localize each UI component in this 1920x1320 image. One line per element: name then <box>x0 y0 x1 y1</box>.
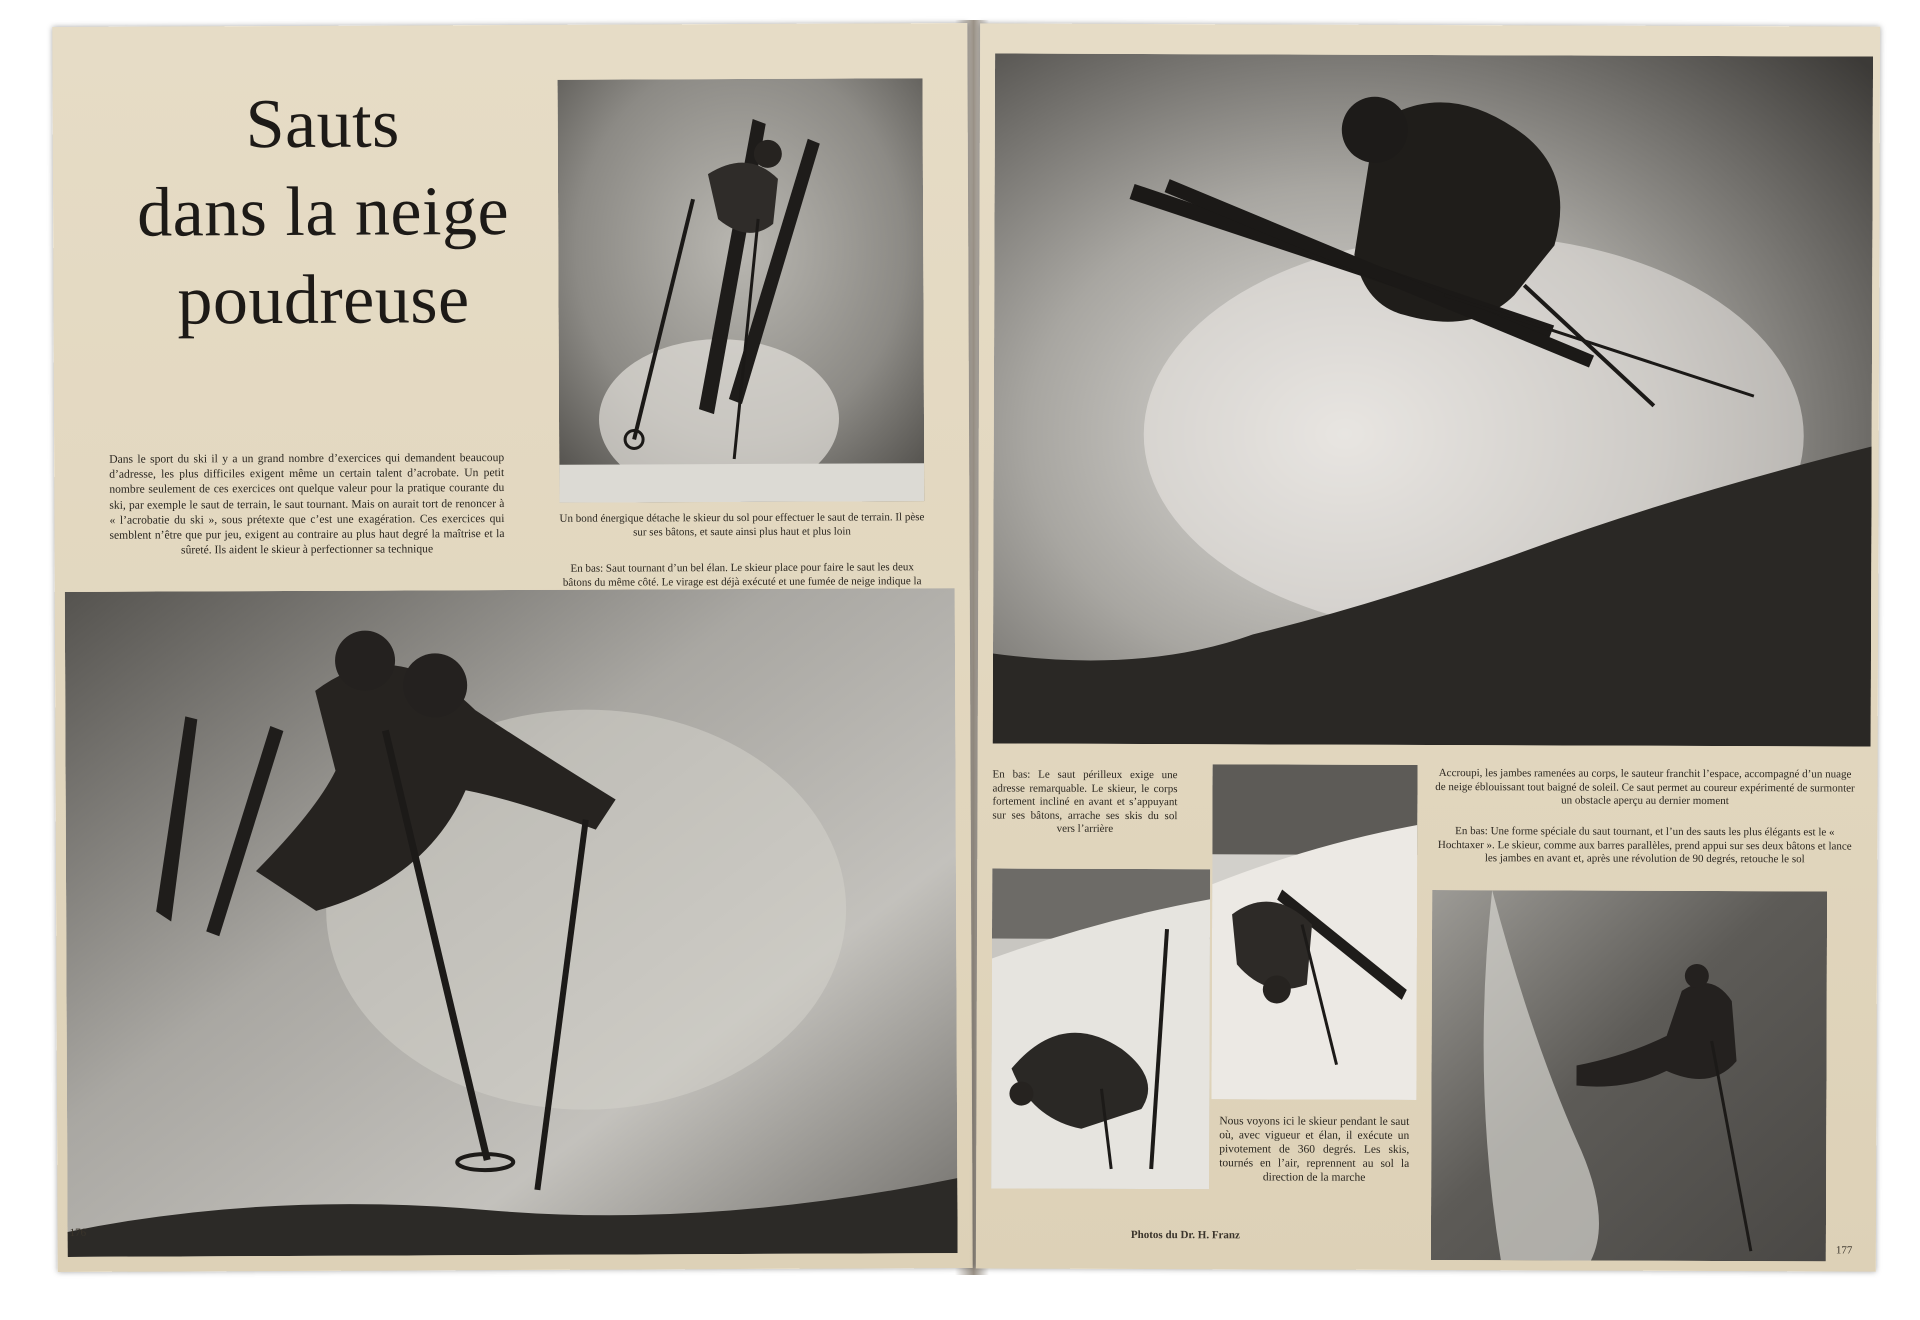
caption-hochtaxer: En bas: Une forme spéciale du saut tournant, et l’un des sauts les plus élégants est le « Hochtaxer ». Le skieur, comme aux barres parallèles, prend appui sur ses deux bâtons et lance les jambes en avant et, après une révolution de 90 degrés, retouche le sol <box>1437 825 1852 866</box>
intro-paragraph: Dans le sport du ski il y a un grand nombre d’exercices qui demandent beaucoup d’adresse, les plus difficiles exigent même un certain talent d’acrobate. Un petit nombre seulement de ces exercices ont quelque valeur pour la pratique courante du ski, par exemple le saut de terrain, le saut tournant. Mais on aurait tort de renoncer à « l’acrobatie du ski », sous prétexte que c’est une exagération. Ces exercices qui semblent n’être que pur jeu, exigent au contraire au plus haut degré la maîtrise et la sûreté. Ils aident le skieur à perfectionner sa technique <box>109 451 505 557</box>
caption-somersault: En bas: Le saut périlleux exige une adresse remarquable. Le skieur, le corps fortement incliné en avant et s’appuyant sur ses bâtons, arrache ses skis du sol vers l’arrière <box>992 768 1178 835</box>
article-title <box>113 80 534 346</box>
page-number-left: 176 <box>69 1226 87 1239</box>
left-page <box>52 23 972 1272</box>
caption-terrain-jump: Un bond énergique détache le skieur du sol pour effectuer le saut de terrain. Il pèse sur ses bâtons, et saute ainsi plus haut et plus loin <box>559 511 925 538</box>
photo-turning-jump <box>65 588 958 1257</box>
photo-credit: Photos du Dr. H. Franz <box>1130 1228 1240 1242</box>
right-page <box>976 23 1880 1271</box>
title-line-1: Sauts <box>245 85 400 164</box>
page-number-right: 177 <box>1835 1244 1853 1257</box>
title-line-2: dans la neige <box>136 173 510 252</box>
photo-hochtaxer <box>1431 890 1827 1261</box>
photo-somersault <box>991 868 1210 1189</box>
photo-terrain-jump <box>558 78 925 503</box>
photo-crouched-jump <box>993 53 1873 746</box>
caption-turning-jump: En bas: Saut tournant d’un bel élan. Le skieur place pour faire le saut les deux bâtons du même côté. Le virage est déjà exécuté et une fumée de neige indique la <box>562 561 922 589</box>
photo-pivot-360 <box>1211 764 1417 1100</box>
caption-pivot-360: Nous voyons ici le skieur pendant le saut où, avec vigueur et élan, il exécute un pivotement de 360 degrés. Les skis, tournés en l’air, reprennent au sol la direction de la marche <box>1219 1115 1410 1184</box>
title-line-3: poudreuse <box>177 261 470 340</box>
caption-crouched-jump: Accroupi, les jambes ramenées au corps, le sauteur franchit l’espace, accompagné d’un nuage de neige éblouissant tout baigné de soleil. Ce saut permet au coureur expérimenté de surmonter un obstacle aperçu au dernier moment <box>1435 767 1855 808</box>
